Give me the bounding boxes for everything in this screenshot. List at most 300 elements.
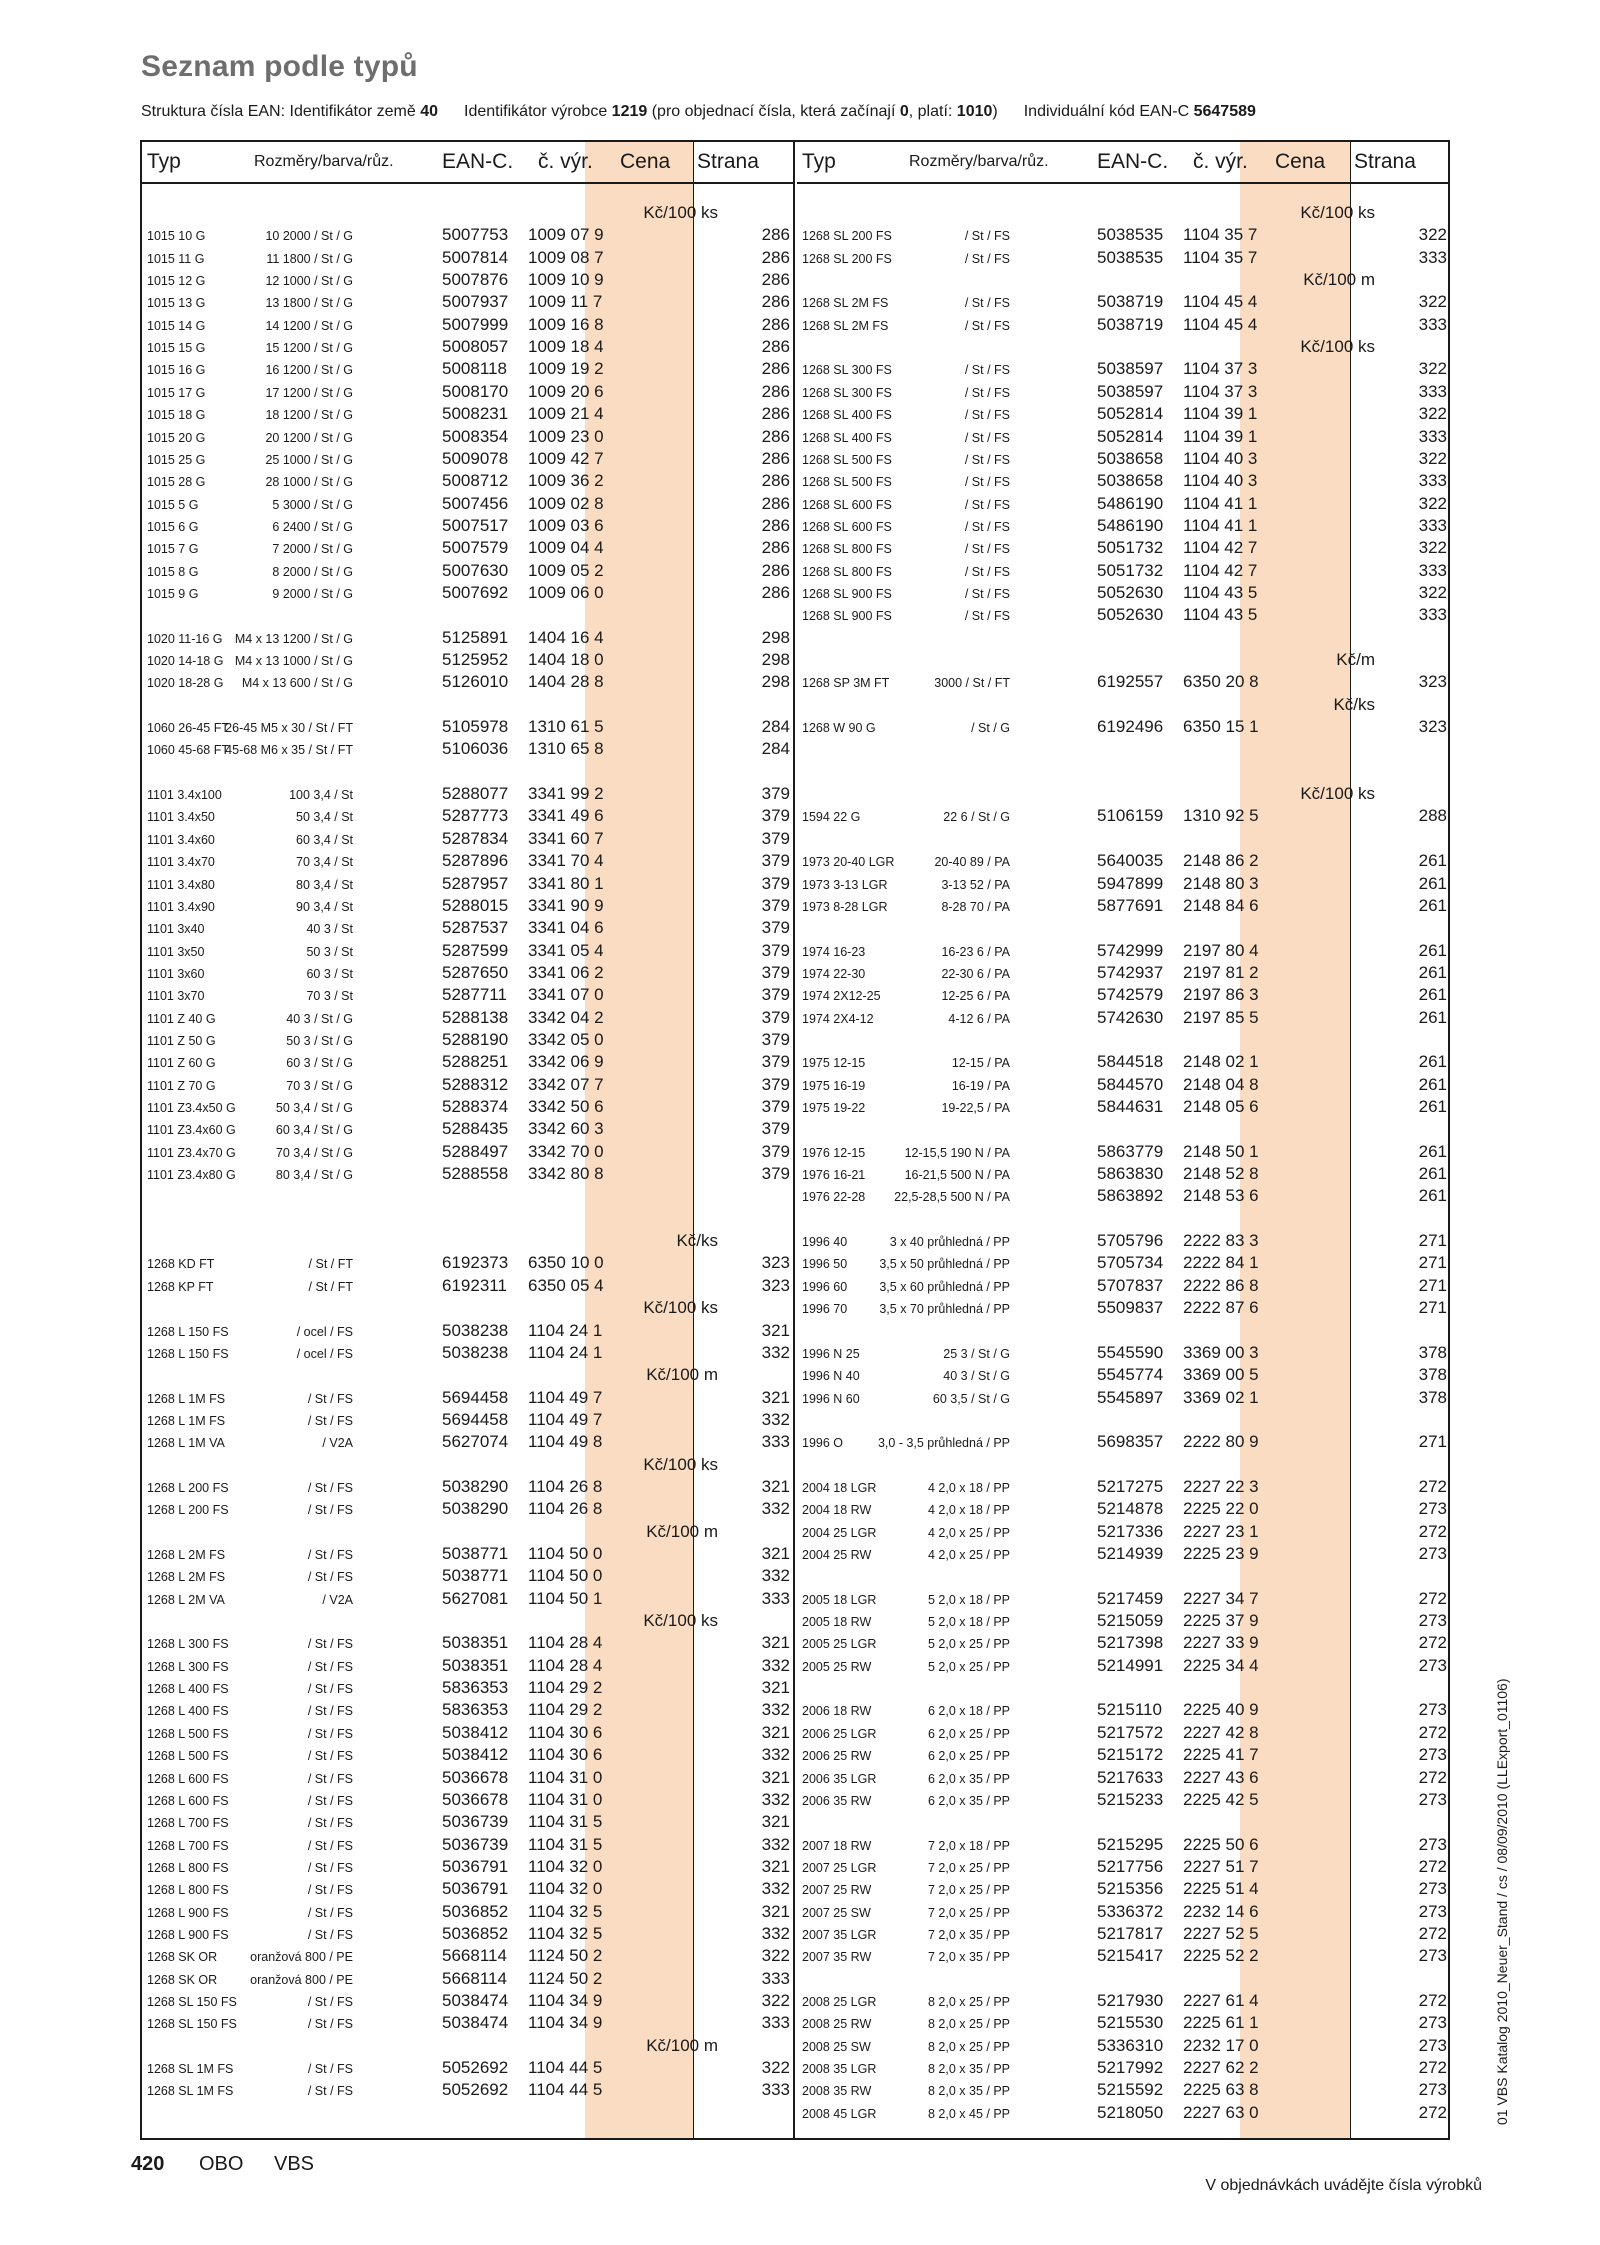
cell-ean: 5038597: [1097, 359, 1164, 379]
cell-article-number: 2225 52 2: [1183, 1946, 1259, 1966]
table-row: [797, 1565, 1450, 1587]
cell-article-number: 1104 32 5: [528, 1923, 603, 1943]
cell-article-number: 1104 39 1: [1183, 426, 1258, 446]
cell-dimensions: 3,0 - 3,5 průhledná / PP: [877, 1436, 1010, 1451]
cell-dimensions: / St / FS: [307, 1548, 353, 1562]
cell-dimensions: 25 3 / St / G: [943, 1346, 1010, 1361]
brand-obo: OBO: [199, 2153, 244, 2175]
cell-ean: 5217398: [1097, 1633, 1164, 1653]
cell-dimensions: 50 3,4 / St: [296, 810, 353, 825]
side-export-note: 01 VBS Katalog 2010_Neuer_Stand / cs / 08/09/2010 (LLExport_01106): [1494, 1678, 1510, 2125]
cell-ean: 5038412: [442, 1722, 509, 1742]
col-header-cvyr: č. výr.: [1193, 150, 1248, 173]
cell-page: 379: [761, 940, 790, 960]
cell-article-number: 1104 40 3: [1183, 448, 1258, 468]
cell-article-number: 1104 34 9: [528, 2013, 603, 2033]
cell-article-number: 3342 80 8: [528, 1164, 604, 1184]
cell-type: 1996 O: [802, 1436, 844, 1451]
cell-article-number: 1104 29 2: [528, 1678, 603, 1698]
cell-ean: 5486190: [1097, 515, 1164, 535]
cell-article-number: 3341 60 7: [528, 828, 604, 848]
cell-ean: 5287957: [442, 873, 509, 893]
cell-dimensions: 5 2,0 x 25 / PP: [928, 1637, 1010, 1652]
cell-price-unit: Kč/100 m: [646, 1521, 718, 1541]
cell-dimensions: 4-12 6 / PA: [948, 1011, 1010, 1026]
cell-type: 1101 Z3.4x80 G: [147, 1168, 236, 1183]
cell-ean: 5215059: [1097, 1611, 1164, 1631]
cell-page: 272: [1418, 2058, 1447, 2078]
cell-page: 379: [761, 851, 790, 871]
cell-page: 272: [1418, 1633, 1447, 1653]
table-row: [142, 1968, 793, 1990]
table-row: [797, 1834, 1450, 1856]
cell-article-number: 1404 28 8: [528, 672, 604, 692]
cell-article-number: 1124 50 2: [528, 1946, 603, 1966]
cell-ean: 5863830: [1097, 1164, 1164, 1184]
cell-price-unit: Kč/100 ks: [1300, 203, 1375, 222]
cell-article-number: 2148 80 3: [1183, 873, 1259, 893]
cell-ean: 5844570: [1097, 1074, 1164, 1094]
cell-ean: 5287599: [442, 940, 509, 960]
table-row: [797, 1297, 1450, 1319]
table-row: [142, 1744, 793, 1766]
table-row: [142, 649, 793, 671]
prefix-note: (pro objednací čísla, která začínají: [651, 103, 896, 120]
cell-type: 1101 3.4x60: [147, 832, 215, 847]
cell-dimensions: / St / FS: [307, 1995, 353, 2009]
cell-article-number: 2222 86 8: [1183, 1275, 1259, 1295]
cell-type: 1268 SL 800 FS: [802, 542, 892, 557]
cell-dimensions: 50 3 / St / G: [286, 1033, 353, 1048]
cell-page: 286: [761, 381, 790, 401]
table-row: [797, 1141, 1450, 1163]
ean-structure-line: Struktura čísla EAN: Identifikátor země 40 Identifikátor výrobce 1219 (pro objednací čísla, která začínají 0, platí: 1010) Individuální kód EAN-C 5647589: [141, 103, 1256, 120]
cell-ean: 5707837: [1097, 1275, 1164, 1295]
cell-type: 1268 L 2M VA: [147, 1592, 225, 1607]
cell-ean: 5627074: [442, 1432, 509, 1452]
cell-type: 2007 25 RW: [802, 1883, 872, 1898]
cell-page: 271: [1418, 1231, 1447, 1251]
cell-dimensions: 12-15 / PA: [951, 1056, 1010, 1071]
cell-type: 1268 L 1M VA: [147, 1436, 225, 1451]
cell-dimensions: 10 2000 / St / G: [265, 229, 353, 244]
table-row: [142, 1096, 793, 1118]
cell-article-number: 3369 02 1: [1183, 1387, 1259, 1407]
cell-ean: 5288138: [442, 1007, 509, 1027]
cell-type: 1268 SK OR: [147, 1972, 218, 1987]
cell-type: 1268 L 1M FS: [147, 1413, 226, 1428]
table-row: [142, 1118, 793, 1140]
cell-type: 1101 Z3.4x70 G: [147, 1145, 236, 1160]
cell-article-number: 1104 40 3: [1183, 471, 1258, 491]
cell-type: 1996 60: [802, 1279, 848, 1294]
table-row: [142, 1498, 793, 1520]
cell-article-number: 1310 61 5: [528, 717, 604, 737]
cell-ean: 5106036: [442, 739, 509, 759]
cell-article-number: 1104 43 5: [1183, 582, 1258, 602]
cell-dimensions: 60 3,4 / St / G: [275, 1123, 353, 1138]
cell-type: 2006 18 RW: [802, 1704, 872, 1719]
table-row: [142, 1655, 793, 1677]
cell-page: 333: [1418, 381, 1447, 401]
table-row: [797, 269, 1450, 291]
cell-dimensions: 18 1200 / St / G: [265, 408, 353, 423]
cell-type: 2008 35 RW: [802, 2084, 872, 2099]
cell-article-number: 2148 50 1: [1183, 1141, 1259, 1161]
cell-dimensions: / St / G: [971, 721, 1010, 736]
cell-page: 261: [1418, 1186, 1447, 1206]
cell-article-number: 1104 35 7: [1183, 225, 1258, 245]
cell-page: 321: [761, 1767, 790, 1787]
cell-article-number: 1009 03 6: [528, 515, 604, 535]
cell-page: 332: [761, 1566, 790, 1586]
table-row: [797, 560, 1450, 582]
cell-type: 1268 SL 500 FS: [802, 452, 892, 467]
cell-dimensions: 16-23 6 / PA: [941, 944, 1010, 959]
cell-page: 261: [1418, 851, 1447, 871]
cell-ean: 5694458: [442, 1409, 509, 1429]
table-row: [797, 805, 1450, 827]
table-row: [797, 1901, 1450, 1923]
individual-code: 5647589: [1193, 103, 1256, 120]
cell-article-number: 2225 40 9: [1183, 1700, 1259, 1720]
cell-dimensions: / V2A: [322, 1592, 353, 1607]
cell-dimensions: / St / FS: [307, 1793, 353, 1808]
brand-vbs: VBS: [274, 2153, 315, 2175]
cell-ean: 5038290: [442, 1499, 509, 1519]
cell-article-number: 2227 23 1: [1183, 1521, 1259, 1541]
cell-type: 1268 KP FT: [147, 1279, 214, 1294]
cell-ean: 5008354: [442, 426, 509, 446]
cell-ean: 5287650: [442, 962, 509, 982]
cell-dimensions: 50 3,4 / St / G: [275, 1101, 353, 1115]
cell-page: 323: [761, 1275, 790, 1295]
cell-dimensions: 8 2,0 x 25 / PP: [928, 2039, 1010, 2054]
table-row: [142, 2079, 793, 2101]
cell-article-number: 2227 52 5: [1183, 1923, 1259, 1943]
cell-ean: 5217930: [1097, 1991, 1164, 2010]
cell-dimensions: 8 2000 / St / G: [272, 564, 353, 579]
cell-ean: 5126010: [442, 672, 509, 692]
cell-page: 379: [761, 1097, 790, 1116]
cell-ean: 5217992: [1097, 2058, 1164, 2078]
cell-ean: 5214939: [1097, 1544, 1164, 1563]
cell-dimensions: 7 2000 / St / G: [272, 542, 353, 557]
cell-page: 332: [761, 1923, 790, 1943]
table-row: [142, 1699, 793, 1721]
cell-page: 286: [761, 426, 790, 446]
cell-dimensions: 22,5-28,5 500 N / PA: [894, 1190, 1010, 1205]
cell-ean: 5051732: [1097, 538, 1164, 558]
table-row: [797, 1789, 1450, 1811]
cell-ean: 5288077: [442, 784, 509, 804]
cell-article-number: 2222 87 6: [1183, 1298, 1259, 1318]
table-row: [797, 224, 1450, 246]
cell-article-number: 2197 81 2: [1183, 962, 1259, 982]
cell-page: 322: [1418, 359, 1447, 379]
cell-page: 379: [761, 1052, 790, 1072]
cell-type: 1268 L 400 FS: [147, 1682, 229, 1697]
cell-type: 1015 20 G: [147, 430, 206, 445]
cell-type: 1015 6 G: [147, 519, 199, 534]
cell-article-number: 2148 86 2: [1183, 851, 1259, 871]
cell-page: 298: [761, 672, 790, 692]
cell-type: 1973 3-13 LGR: [802, 877, 888, 892]
cell-page: 321: [761, 1722, 790, 1742]
cell-page: 273: [1418, 1544, 1447, 1563]
cell-type: 1101 Z 50 G: [147, 1033, 216, 1048]
cell-dimensions: 8 2,0 x 25 / PP: [928, 1995, 1010, 2009]
cell-article-number: 2148 05 6: [1183, 1097, 1259, 1116]
table-row: [797, 1767, 1450, 1789]
cell-ean: 5036791: [442, 1856, 509, 1876]
cell-type: 2004 25 RW: [802, 1548, 872, 1562]
table-row: [142, 1677, 793, 1699]
table-row: [797, 1588, 1450, 1610]
table-row: [142, 873, 793, 895]
col-header-cena: Cena: [620, 150, 671, 173]
cell-page: 286: [761, 247, 790, 267]
table-row: [797, 1476, 1450, 1498]
table-row: [797, 1945, 1450, 1967]
cell-dimensions: / St / FS: [307, 1838, 353, 1853]
cell-ean: 5052814: [1097, 404, 1164, 424]
cell-page: 321: [761, 1856, 790, 1876]
cell-ean: 5668114: [442, 1946, 507, 1966]
cell-ean: 5038412: [442, 1745, 509, 1765]
table-row: [797, 1096, 1450, 1118]
cell-dimensions: / St / FS: [964, 318, 1010, 333]
cell-ean: 5215172: [1097, 1745, 1164, 1765]
table-row: [797, 671, 1450, 693]
table-row: [142, 291, 793, 313]
table-row: [142, 1230, 793, 1252]
cell-page: 333: [761, 1588, 790, 1608]
cell-page: 273: [1418, 1745, 1447, 1765]
cell-type: 2005 25 LGR: [802, 1637, 877, 1652]
cell-ean: 5215295: [1097, 1834, 1164, 1854]
cell-page: 332: [761, 1879, 790, 1899]
cell-dimensions: 11 1800 / St / G: [266, 251, 353, 266]
cell-type: 1101 Z 40 G: [147, 1011, 216, 1026]
cell-ean: 5288435: [442, 1119, 509, 1139]
table-row: [797, 649, 1450, 671]
table-row: [797, 627, 1450, 649]
cell-page: 273: [1418, 1611, 1447, 1631]
cell-article-number: 1009 02 8: [528, 493, 604, 513]
cell-type: 1268 SL 150 FS: [147, 2017, 237, 2032]
cell-ean: 5844518: [1097, 1052, 1164, 1072]
table-row: [797, 1543, 1450, 1565]
cell-type: 1101 Z 60 G: [147, 1056, 216, 1071]
cell-article-number: 3342 05 0: [528, 1029, 604, 1049]
cell-type: 1268 L 800 FS: [147, 1860, 229, 1875]
cell-ean: 5008712: [442, 471, 509, 491]
cell-article-number: 3341 90 9: [528, 895, 604, 915]
cell-type: 1015 13 G: [147, 296, 206, 311]
table-row: [797, 873, 1450, 895]
cell-page: 261: [1418, 895, 1447, 915]
cell-page: 286: [761, 448, 790, 468]
cell-ean: 5052814: [1097, 426, 1164, 446]
cell-ean: 5007517: [442, 515, 509, 535]
table-row: [797, 493, 1450, 515]
table-row: [142, 1051, 793, 1073]
cell-type: 2007 25 LGR: [802, 1860, 877, 1875]
cell-ean: 5215356: [1097, 1879, 1164, 1899]
table-row: [797, 2079, 1450, 2101]
cell-dimensions: 22 6 / St / G: [943, 810, 1010, 825]
cell-type: 1060 26-45 FT: [147, 721, 229, 736]
cell-type: 1268 L 1M FS: [147, 1391, 226, 1406]
cell-dimensions: 3,5 x 60 průhledná / PP: [879, 1279, 1010, 1294]
cell-article-number: 2227 61 4: [1183, 1991, 1259, 2010]
cell-page: 261: [1418, 1007, 1447, 1027]
cell-ean: 5509837: [1097, 1298, 1164, 1318]
table-row: [797, 716, 1450, 738]
table-row: [142, 1543, 793, 1565]
cell-dimensions: 100 3,4 / St: [289, 788, 353, 803]
cell-price-unit: Kč/100 ks: [1300, 784, 1375, 804]
cell-ean: 5288015: [442, 895, 509, 915]
cell-ean: 5036739: [442, 1812, 509, 1832]
cell-ean: 5038719: [1097, 314, 1164, 334]
cell-type: 1976 16-21: [802, 1168, 866, 1183]
table-row: [797, 850, 1450, 872]
cell-page: 273: [1418, 1901, 1447, 1921]
cell-dimensions: 90 3,4 / St: [296, 899, 353, 914]
cell-article-number: 1124 50 2: [528, 1968, 603, 1988]
cell-ean: 5036678: [442, 1789, 509, 1809]
cell-page: 378: [1418, 1342, 1447, 1362]
table-row: [797, 1163, 1450, 1185]
cell-dimensions: 7 2,0 x 25 / PP: [928, 1883, 1010, 1898]
cell-article-number: 2148 52 8: [1183, 1164, 1259, 1184]
cell-ean: 5038474: [442, 2013, 509, 2033]
cell-type: 1974 22-30: [802, 966, 866, 981]
cell-dimensions: 5 3000 / St / G: [272, 497, 353, 512]
cell-page: 322: [1418, 292, 1447, 312]
cell-type: 1101 3x40: [147, 922, 205, 937]
cell-page: 322: [1418, 404, 1447, 424]
cell-ean: 5863779: [1097, 1141, 1164, 1161]
cell-page: 273: [1418, 1655, 1447, 1675]
table-row: [797, 1431, 1450, 1453]
cell-ean: 5217817: [1097, 1923, 1164, 1943]
cell-price-unit: Kč/m: [1336, 650, 1375, 669]
cell-article-number: 3342 04 2: [528, 1007, 604, 1027]
cell-page: 322: [761, 1991, 790, 2010]
table-row: [797, 314, 1450, 336]
cell-article-number: 2225 63 8: [1183, 2080, 1259, 2100]
cell-ean: 5217459: [1097, 1588, 1164, 1608]
cell-type: 2008 25 LGR: [802, 1995, 877, 2009]
individual-code-label: Individuální kód EAN-C: [1023, 103, 1190, 120]
table-row: [142, 783, 793, 805]
cell-type: 1594 22 G: [802, 810, 861, 825]
cell-page: 379: [761, 895, 790, 915]
cell-dimensions: 15 1200 / St / G: [265, 341, 353, 356]
cell-article-number: 1009 42 7: [528, 448, 604, 468]
cell-dimensions: / St / FS: [964, 519, 1010, 534]
cell-dimensions: / St / FS: [964, 452, 1010, 467]
table-row: [142, 336, 793, 358]
cell-type: 1268 SL 900 FS: [802, 586, 892, 601]
cell-dimensions: / St / FS: [964, 497, 1010, 512]
cell-price-unit: Kč/100 m: [1303, 270, 1375, 290]
cell-ean: 5038238: [442, 1320, 509, 1340]
cell-page: 286: [761, 582, 790, 602]
table-row: [142, 1007, 793, 1029]
cell-ean: 5038771: [442, 1544, 509, 1563]
cell-article-number: 1009 07 9: [528, 225, 604, 245]
table-row: [797, 1968, 1450, 1990]
cell-dimensions: / St / FS: [307, 1927, 353, 1942]
cell-page: 273: [1418, 1499, 1447, 1519]
table-row: [142, 515, 793, 537]
cell-type: 1020 14-18 G: [147, 654, 224, 668]
cell-dimensions: / St / FS: [964, 229, 1010, 244]
cell-price-unit: Kč/100 ks: [1300, 337, 1375, 357]
cell-ean: 5038771: [442, 1566, 509, 1586]
cell-ean: 5007692: [442, 582, 509, 602]
cell-dimensions: 8 2,0 x 25 / PP: [928, 2017, 1010, 2032]
cell-page: 272: [1418, 1991, 1447, 2010]
cell-dimensions: 8 2,0 x 45 / PP: [928, 2106, 1010, 2121]
cell-article-number: 2227 62 2: [1183, 2058, 1259, 2078]
cell-type: 1973 20-40 LGR: [802, 855, 895, 870]
table-row: [797, 895, 1450, 917]
cell-page: 272: [1418, 2102, 1447, 2122]
cell-page: 333: [1418, 471, 1447, 491]
table-row: [142, 1163, 793, 1185]
cell-type: 1975 12-15: [802, 1056, 866, 1071]
table-row: [142, 984, 793, 1006]
cell-dimensions: 7 2,0 x 25 / PP: [928, 1905, 1010, 1920]
table-row: [142, 1632, 793, 1654]
cell-ean: 5217633: [1097, 1767, 1164, 1787]
cell-dimensions: 3000 / St / FT: [934, 676, 1010, 691]
cell-page: 379: [761, 1074, 790, 1094]
ean-structure-label: Struktura čísla EAN: Identifikátor země: [141, 103, 416, 120]
table-row: [797, 1320, 1450, 1342]
cell-ean: 5287834: [442, 828, 509, 848]
cell-type: 2005 18 RW: [802, 1615, 872, 1630]
table-row: [797, 1185, 1450, 1207]
cell-article-number: 1009 36 2: [528, 471, 604, 491]
cell-page: 378: [1418, 1387, 1447, 1407]
cell-type: 1268 SL 1M FS: [147, 2062, 234, 2077]
cell-dimensions: / St / FS: [964, 586, 1010, 601]
table-row: [797, 1230, 1450, 1252]
table-row: [797, 738, 1450, 760]
cell-ean: 5007999: [442, 314, 509, 334]
cell-article-number: 1104 49 8: [528, 1432, 603, 1452]
table-row: [797, 291, 1450, 313]
table-row: [142, 426, 793, 448]
table-row: [797, 1923, 1450, 1945]
cell-article-number: 3341 49 6: [528, 806, 604, 826]
table-row: [142, 470, 793, 492]
cell-dimensions: / St / FS: [307, 1771, 353, 1786]
table-row: [142, 224, 793, 246]
cell-page: 286: [761, 225, 790, 245]
table-row: [797, 962, 1450, 984]
table-half-left: [142, 142, 795, 2138]
cell-page: 286: [761, 560, 790, 580]
cell-page: 286: [761, 337, 790, 357]
cell-page: 333: [761, 2080, 790, 2100]
